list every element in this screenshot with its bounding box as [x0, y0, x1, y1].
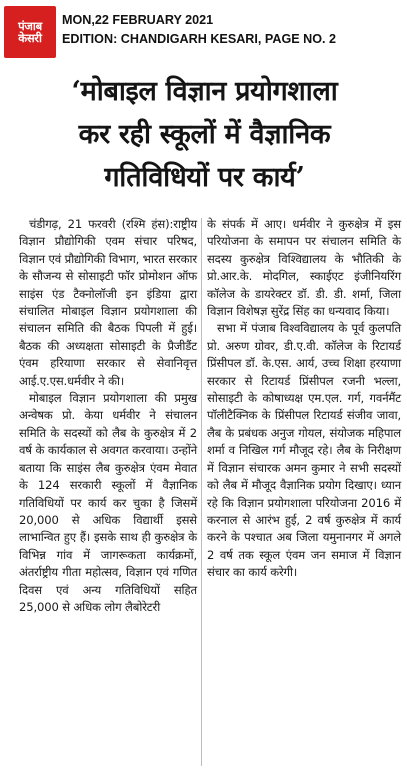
headline-line-1: मोबाइल विज्ञान प्रयोगशाला [80, 76, 338, 107]
column-divider [201, 218, 202, 766]
article-column-left [19, 216, 197, 616]
article-column-right [207, 216, 401, 582]
punjab-kesari-logo [4, 6, 56, 58]
edition-info [62, 11, 336, 49]
headline-quote-close: ’ [295, 162, 305, 193]
article-paragraph: सभा में पंजाब विश्वविद्यालय के पूर्व कुलपति प्रो. अरुण ग्रोवर, डी.ए.वी. कॉलेज के रिटायर्ड प्रिंसीपल डॉ. के.एस. आर्य, उच्च शिक्षा हरयाणा सरकार से रिटायर्ड प्रिंसीपल रजनी भल्ला, सोसाइटी के कोषाध्यक्ष एम.एल. गर्ग, गवर्नमैंट पॉलीटैक्निक के प्रिंसीपल रिटायर्ड संजीव जावा, लैब के प्रबंधक अनुज गोयल, संयोजक महिपाल शर्मा व निखिल गर्ग मौजूद रहे। लैब के निरीक्षण में विज्ञान संचारक अमन कुमार ने सभी सदस्यों को लैब में मौजूद वैज्ञानिक प्रयोग दिखाए। ध्यान रहे कि विज्ञान प्रयोगशाला परियोजना 2016 में करनाल से आरंभ हुई, 2 वर्ष कुरुक्षेत्र में कार्य करने के पश्चात अब जिला यमुनानगर में अगले 2 वर्ष तक स्कूल एंवम जन समाज में विज्ञान संचार का कार्य करेगी। [207, 321, 401, 580]
masthead [0, 0, 407, 64]
headline-line-3: गतिविधियों पर कार्य [104, 162, 296, 193]
publication-date: MON,22 FEBRUARY 2021 [62, 13, 214, 27]
edition-page: EDITION: CHANDIGARH KESARI, PAGE NO. 2 [62, 32, 337, 46]
headline-line-2: कर रही स्कूलों में वैज्ञानिक [78, 119, 331, 150]
article-paragraph: के संपर्क में आए। धर्मवीर ने कुरुक्षेत्र में इस परियोजना के समापन पर संचालन समिति के सदस्य कुरुक्षेत्र विश्विद्यालय के भौतिकी के प्रो.आर.के. मोदगिल, स्काईएट इंजीनियरिंग कॉलेज के डायरेक्टर डॉ. डी. डी. शर्मा, जिला विज्ञान विशेषज्ञ सुरेंद्र सिंह का धन्यवाद किया। [207, 217, 401, 319]
article-headline [12, 70, 397, 199]
article-paragraph: चंडीगढ़, 21 फरवरी (रश्मि हंस):राष्ट्रीय विज्ञान प्रौद्योगिकी एवम संचार परिषद, विज्ञान एवं प्रौद्योगिकी विभाग, भारत सरकार के सौजन्य से सोसाइटी फॉर प्रोमोशन ऑफ साइंस एंड टैक्नोलॉजी इन इंडिया द्वारा संचालित मोबाइल विज्ञान प्रयोगशाला की संचालन समिति की बैठक पिपली में हुई। बैठक की अध्यक्षता सोसाइटी के प्रैजीडैंट एंवम हरियाणा सरकार से सेवानिवृत्त आई.ए.एस.धर्मवीर ने की। [19, 217, 197, 388]
logo-line-2: केसरी [18, 31, 42, 45]
article-paragraph: मोबाइल विज्ञान प्रयोगशाला की प्रमुख अन्वेषक प्रो. केया धर्मवीर ने संचालन समिति के सदस्यों को लैब के कुरुक्षेत्र में 2 वर्ष के कार्यकाल से अवगत करवाया। उन्होंने बताया कि साइंस लैब कुरुक्षेत्र एंवम मेवात के 124 सरकारी स्कूलों में वैज्ञानिक गतिविधियों पर कार्य कर चुका है जिसमें 20,000 से अधिक विद्यार्थी इससे लाभान्वित हुए हैं। इसके साथ ही कुरुक्षेत्र के विभिन्न गांव में जागरूकता कार्यक्रमों, अंतर्राष्ट्रीय गीता महोत्सव, विज्ञान एवं गणित दिवस एवं अन्य गतिविधियों सहित 25,000 से अधिक लोग लैबोरेटरी [19, 391, 197, 614]
headline-quote-open: ‘ [71, 76, 81, 107]
logo-line-1: पंजाब [18, 18, 42, 33]
